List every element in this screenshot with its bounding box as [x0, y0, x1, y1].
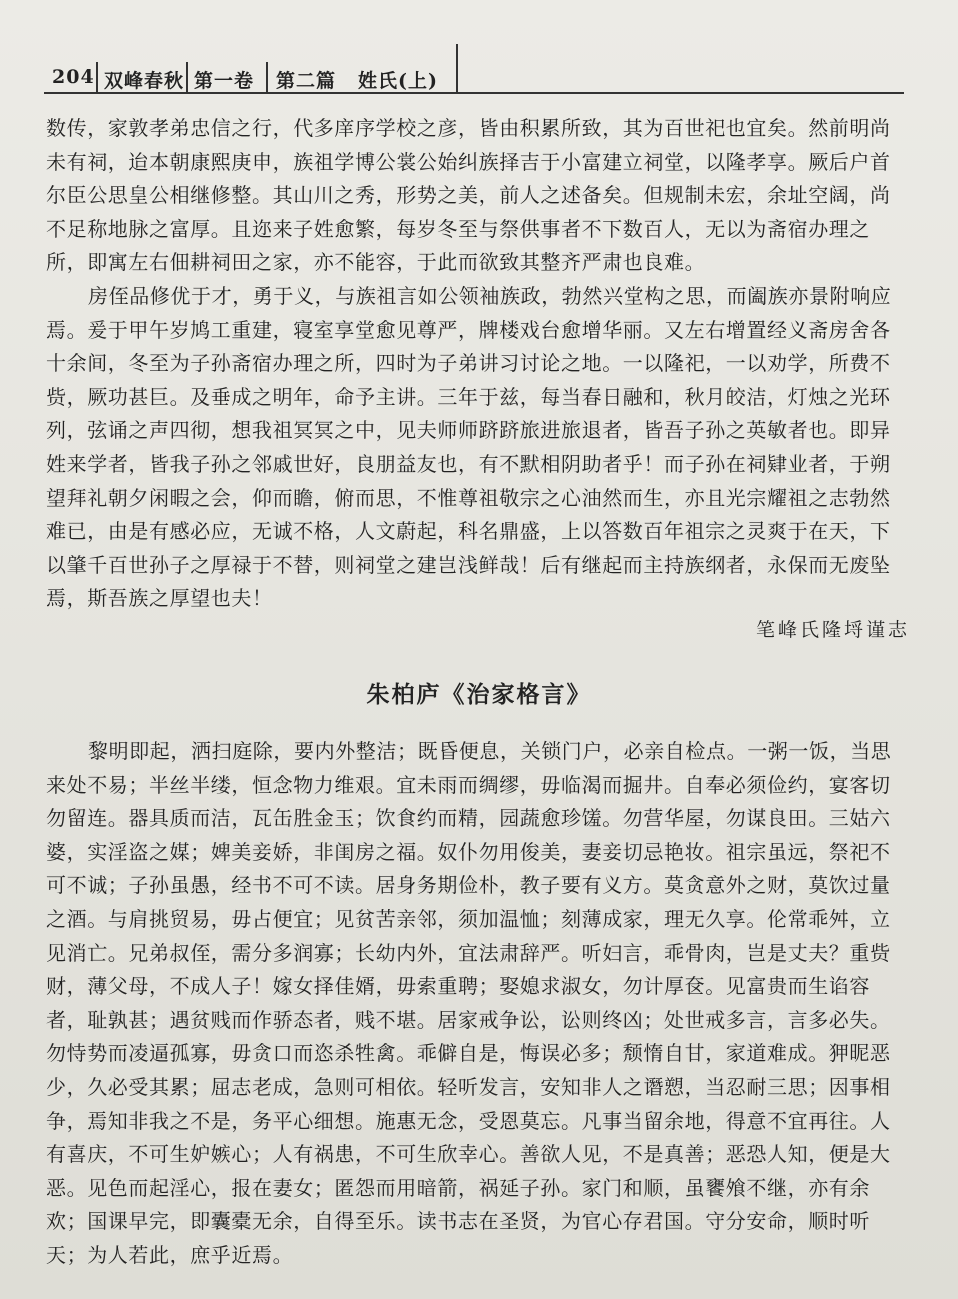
text-line: 争，焉知非我之不是，务平心细想。施惠无念，受恩莫忘。凡事当留余地，得意不宜再往。人: [46, 1108, 891, 1133]
header-divider: [186, 62, 188, 92]
text-line: 十余间，冬至为子孙斋宿办理之所，四时为子弟讲习讨论之地。一以隆祀，一以劝学，所费不: [46, 351, 891, 376]
volume-label: 第一卷: [194, 70, 255, 92]
text-line: 有喜庆，不可生妒嫉心；人有祸患，不可生欣幸心。善欲人见，不是真善；恶恐人知，便是大: [46, 1142, 891, 1167]
text-line: 列，弦诵之声四彻，想我祖冥冥之中，见夫师师跻跻旅进旅退者，皆吾子孙之英敏者也。即异: [46, 418, 891, 443]
text-line: 恶。见色而起淫心，报在妻女；匿怨而用暗箭，祸延子孙。家门和顺，虽饔飧不继，亦有余: [46, 1175, 870, 1200]
text-line: 黎明即起，洒扫庭除，要内外整洁；既昏便息，关锁门户，必亲自检点。一粥一饭，当思: [88, 739, 892, 763]
text-line: 勿恃势而凌逼孤寡，毋贪口而恣杀牲禽。乖僻自是，悔误必多；颓惰自甘，家道难成。狎昵恶: [46, 1041, 891, 1066]
text-line: 望拜礼朝夕闲暇之会，仰而瞻，俯而思，不惟尊祖敬宗之心油然而生，亦且光宗耀祖之志勃然: [46, 485, 891, 510]
header-divider: [96, 62, 98, 92]
header-rule: [44, 92, 904, 94]
section-title: 朱柏庐《治家格言》: [366, 681, 592, 708]
page-number: 204: [52, 66, 95, 88]
text-line: 房侄品修优于才，勇于义，与族祖言如公领袖族政，勃然兴堂构之思，而阖族亦景附响应: [88, 283, 892, 308]
text-line: 欢；国课早完，即囊橐无余，自得至乐。读书志在圣贤，为官心存君国。守分安命，顺时听: [46, 1209, 870, 1234]
text-line: 财，薄父母，不成人子！嫁女择佳婿，毋索重聘；娶媳求淑女，勿计厚奁。见富贵而生谄容: [46, 974, 870, 999]
maxims-text: [46, 735, 916, 1273]
text-line: 姓来学者，皆我子孙之邻戚世好，良朋益友也，有不默相阴助者乎！而子孙在祠肄业者，于朔: [46, 451, 891, 476]
header-divider: [266, 62, 268, 92]
text-line: 赀，厥功甚巨。及垂成之明年，命予主讲。三年于兹，每当春日融和，秋月皎洁，灯烛之光环: [46, 384, 891, 409]
book-title: 双峰春秋: [104, 70, 185, 92]
section-label: 姓氏(上): [358, 70, 438, 92]
text-line: 之酒。与肩挑贸易，毋占便宜；见贫苦亲邻，须加温恤；刻薄成家，理无久享。伦常乖舛，立: [46, 906, 891, 931]
text-line: 数传，家敦孝弟忠信之行，代多庠序学校之彦，皆由积累所致，其为百世祀也宜矣。然前明尚: [46, 116, 891, 140]
text-line: 焉。爰于甲午岁鸠工重建，寝室享堂愈见尊严，牌楼戏台愈增华丽。又左右增置经义斋房舍各: [46, 317, 891, 342]
text-line: 可不诚；子孙虽愚，经书不可不读。居身务期俭朴，教子要有义方。莫贪意外之财，莫饮过量: [46, 873, 891, 898]
text-line: 不足称地脉之富厚。且迩来子姓愈繁，每岁冬至与祭供事者不下数百人，无以为斋宿办理之: [46, 216, 870, 241]
text-line: 所，即寓左右佃耕祠田之家，亦不能容，于此而欲致其整齐严肃也良难。: [46, 250, 706, 275]
chapter-label: 第二篇: [276, 70, 337, 92]
text-line: 天；为人若此，庶乎近焉。: [46, 1242, 294, 1267]
text-line: 见消亡。兄弟叔侄，需分多润寡；长幼内外，宜法肃辞严。听妇言，乖骨肉，岂是丈夫？重赀: [46, 940, 891, 965]
text-line: 难已，由是有感必应，无诚不格，人文蔚起，科名鼎盛，上以答数百年祖宗之灵爽于在天，下: [46, 519, 891, 544]
author-signature: 笔峰氏隆埒谨志: [755, 619, 910, 641]
text-line: 勿留连。器具质而洁，瓦缶胜金玉；饮食约而精，园蔬愈珍馐。勿营华屋，勿谋良田。三姑六: [46, 806, 891, 831]
text-line: 者，耻孰甚；遇贫贱而作骄态者，贱不堪。居家戒争讼，讼则终凶；处世戒多言，言多必失。: [46, 1007, 891, 1032]
text-line: 少，久必受其累；屈志老成，急则可相依。轻听发言，安知非人之谮愬，当忍耐三思；因事相: [46, 1074, 891, 1099]
header-divider: [456, 44, 458, 92]
text-line: 未有祠，迨本朝康熙庚申，族祖学博公裳公始纠族择吉于小富建立祠堂，以隆孝享。厥后户首: [46, 149, 891, 174]
text-line: 焉，斯吾族之厚望也夫！: [46, 586, 273, 611]
running-header: [44, 40, 914, 96]
article-text: [46, 112, 916, 616]
text-line: 婆，实淫盗之媒；婢美妾娇，非闺房之福。奴仆勿用俊美，妻妾切忌艳妆。祖宗虽远，祭祀不: [46, 839, 891, 864]
text-line: 尔臣公思皇公相继修整。其山川之秀，形势之美，前人之述备矣。但规制未宏，余址空阔，尚: [46, 183, 891, 208]
text-line: 以肇千百世孙子之厚禄于不替，则祠堂之建岂浅鲜哉！后有继起而主持族纲者，永保而无废坠: [46, 552, 891, 577]
text-line: 来处不易；半丝半缕，恒念物力维艰。宜未雨而绸缪，毋临渴而掘井。自奉必须俭约，宴客切: [46, 772, 891, 797]
